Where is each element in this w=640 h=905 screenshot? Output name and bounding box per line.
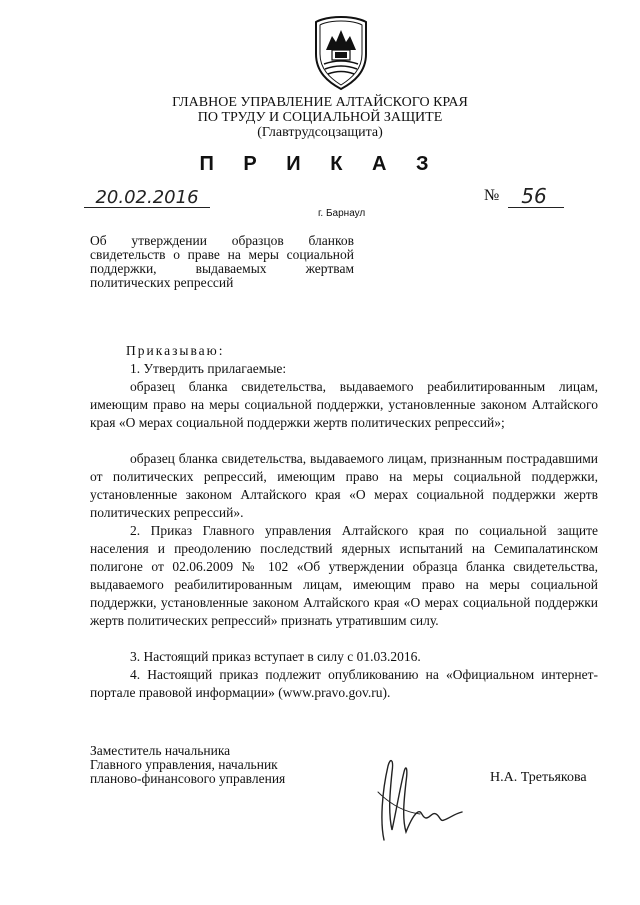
number-label: № [484,187,500,204]
number-underline [508,207,564,208]
altai-krai-coat-of-arms-icon [310,14,372,92]
handwritten-signature-icon [370,752,470,847]
signer-title-line-3: планово-финансового управления [90,771,286,786]
document-subject: Об утверждении образцов бланков свидетельств о праве на меры социальной поддержки, выдаваемых жертвам политических репрессий [90,233,354,290]
city-label: г. Барнаул [318,208,366,219]
body-paragraph-2: образец бланка свидетельства, выдаваемого реабилитированным лицам, имеющим право на меры социальной поддержки, установленные законом Алтайского края «О мерах социальной поддержки жертв политических репрессий»; [90,379,598,430]
document-title: П Р И К А З [199,153,441,175]
body-paragraph-5: 3. Настоящий приказ вступает в силу с 01.03.2016. [130,649,421,664]
signer-title-line-2: Главного управления, начальник [90,757,278,772]
body-paragraph-3: образец бланка свидетельства, выдаваемого лицам, признанным пострадавшими от политических репрессий, имеющим право на меры социальной поддержки, установленные законом Алтайского края «О мерах социальной поддержки жертв политических репрессий». [90,451,598,520]
document-number: 56 [521,184,547,208]
signer-title [90,744,285,786]
signer-title-line-1: Заместитель начальника [90,743,231,758]
body-paragraph-1: 1. Утвердить прилагаемые: [130,361,287,376]
orders-heading: Приказываю: [126,343,225,358]
org-short-name: (Главтрудсоцзащита) [257,125,383,140]
org-name-line-2: ПО ТРУДУ И СОЦИАЛЬНОЙ ЗАЩИТЕ [197,110,443,125]
org-name-line-1: ГЛАВНОЕ УПРАВЛЕНИЕ АЛТАЙСКОГО КРАЯ [172,95,468,110]
date-underline [84,207,210,208]
document-date: 20.02.2016 [95,187,199,208]
body-paragraph-6: 4. Настоящий приказ подлежит опубликованию на «Официальном интернет-портале правовой информации» (www.pravo.gov.ru). [90,667,598,700]
signer-name: Н.А. Третьякова [490,770,587,785]
body-paragraph-4: 2. Приказ Главного управления Алтайского края по социальной защите населения и преодолению последствий ядерных испытаний на Семипалатинском полигоне от 02.06.2009 № 102 «Об утверждении образца бланка свидетельства, выдаваемого реабилитированным лицам, имеющим право на меры социальной поддержки, установленные законом Алтайского края «О мерах социальной поддержки жертв политических репрессий» признать утратившим силу. [90,523,598,628]
